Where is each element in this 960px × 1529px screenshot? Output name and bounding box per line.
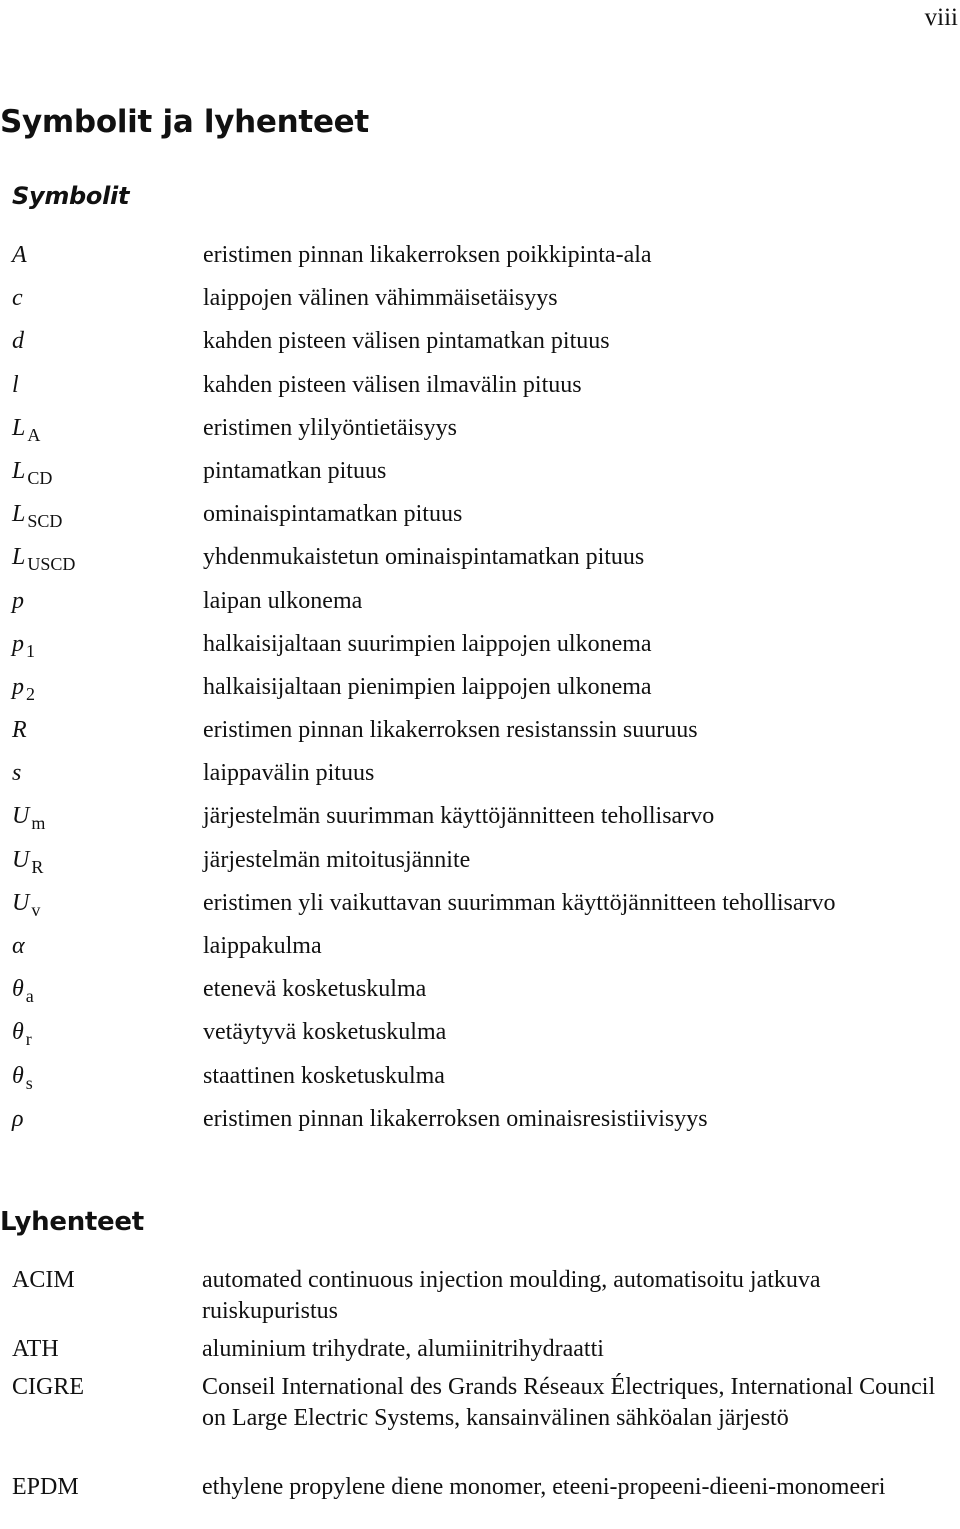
- symbol-row: [0, 535, 960, 578]
- abbreviation-description: Conseil International des Grands Réseaux Électriques, International Council on Large Electric Systems, kansainvälinen sähköalan järjestö: [202, 1374, 936, 1431]
- symbol-description: laipan ulkonema: [203, 587, 363, 614]
- symbol-description: yhdenmukaistetun ominaispintamatkan pituus: [203, 544, 645, 571]
- symbol-row: [0, 233, 960, 276]
- abbreviation-description: automated continuous injection moulding, automatisoitu jatkuva ruiskupuristus: [202, 1267, 821, 1324]
- symbol-row: [0, 665, 960, 708]
- abbreviation: ACIM: [12, 1267, 75, 1293]
- symbol: θ $_s$: [12, 1062, 33, 1093]
- symbol-row: [0, 881, 960, 924]
- symbol-row: [0, 276, 960, 319]
- symbol: p: [12, 587, 24, 614]
- symbol: U $_R$: [12, 846, 44, 877]
- symbol-description: kahden pisteen välisen pintamatkan pituus: [203, 328, 610, 355]
- symbol-row: [0, 924, 960, 967]
- symbol-description: ominaispintamatkan pituus: [203, 501, 463, 528]
- symbol: α: [12, 933, 25, 959]
- symbol-description: eristimen pinnan likakerroksen poikkipinta-ala: [203, 242, 652, 268]
- symbol-description: pintamatkan pituus: [203, 457, 387, 484]
- symbol: L $_{CD}$: [12, 457, 53, 488]
- symbol-description: etenevä kosketuskulma: [203, 976, 427, 1003]
- symbol-row: [0, 838, 960, 881]
- abbreviation-description: ethylene propylene diene monomer, eteeni-propeeni-dieeni-monomeeri: [202, 1474, 886, 1500]
- symbol: ρ: [12, 1105, 24, 1132]
- symbol-row: [0, 492, 960, 535]
- symbol: L $_{SCD}$: [12, 501, 63, 532]
- symbol-description: järjestelmän mitoitusjännite: [203, 846, 471, 873]
- symbol-description: eristimen pinnan likakerroksen ominaisresistiivisyys: [203, 1105, 708, 1132]
- symbol: p $_1$: [12, 630, 35, 661]
- abbreviation: EPDM: [12, 1474, 79, 1500]
- symbol-description: laippakulma: [203, 933, 322, 959]
- symbol-description: halkaisijaltaan pienimpien laippojen ulkonema: [203, 673, 652, 700]
- symbol: L $_A$: [12, 414, 41, 445]
- symbol-row: [0, 1054, 960, 1097]
- symbol-description: järjestelmän suurimman käyttöjännitteen tehollisarvo: [203, 803, 715, 830]
- symbol-description: eristimen pinnan likakerroksen resistanssin suuruus: [203, 717, 698, 744]
- symbol-row: [0, 406, 960, 449]
- symbol: s: [12, 760, 22, 787]
- symbol-row: [0, 319, 960, 362]
- symbol-row: [0, 363, 960, 406]
- symbol: L $_{USCD}$: [12, 544, 76, 575]
- symbol: U $_m$: [12, 803, 46, 834]
- symbol: p $_2$: [12, 673, 35, 704]
- abbreviation: CIGRE: [12, 1374, 84, 1400]
- page-title: Symbolit ja lyhenteet: [0, 104, 369, 140]
- page-number: viii: [924, 4, 958, 31]
- symbol: l: [12, 371, 19, 398]
- symbol-description: halkaisijaltaan suurimpien laippojen ulkonema: [203, 630, 652, 657]
- symbol-description: eristimen ylilyöntietäisyys: [203, 414, 457, 441]
- symbol-row: [0, 751, 960, 794]
- symbol: R: [12, 717, 27, 744]
- symbol-row: [0, 449, 960, 492]
- symbol-description: vetäytyvä kosketuskulma: [203, 1019, 447, 1046]
- symbol-description: eristimen yli vaikuttavan suurimman käyttöjännitteen tehollisarvo: [203, 889, 836, 916]
- abbreviation: ATH: [12, 1336, 59, 1362]
- symbol-row: [0, 579, 960, 622]
- symbol-description: kahden pisteen välisen ilmavälin pituus: [203, 371, 582, 398]
- symbol: c: [12, 285, 23, 312]
- symbol-row: [0, 967, 960, 1010]
- abbreviation-description: aluminium trihydrate, alumiinitrihydraatti: [202, 1336, 604, 1362]
- symbol-row: [0, 794, 960, 837]
- symbol: θ $_a$: [12, 976, 34, 1007]
- symbols-list: [0, 233, 960, 1140]
- symbol-row: [0, 1010, 960, 1053]
- symbol: d: [12, 328, 24, 355]
- symbols-heading: Symbolit: [12, 182, 130, 210]
- symbol: θ $_r$: [12, 1019, 32, 1050]
- symbol: U $_v$: [12, 889, 41, 920]
- symbol-description: laippojen välinen vähimmäisetäisyys: [203, 285, 558, 312]
- symbol-description: laippavälin pituus: [203, 760, 375, 787]
- symbol: A: [12, 242, 27, 268]
- symbol-row: [0, 1097, 960, 1140]
- symbol-row: [0, 708, 960, 751]
- symbol-row: [0, 622, 960, 665]
- symbol-description: staattinen kosketuskulma: [203, 1062, 445, 1089]
- abbreviations-heading: Lyhenteet: [0, 1207, 144, 1237]
